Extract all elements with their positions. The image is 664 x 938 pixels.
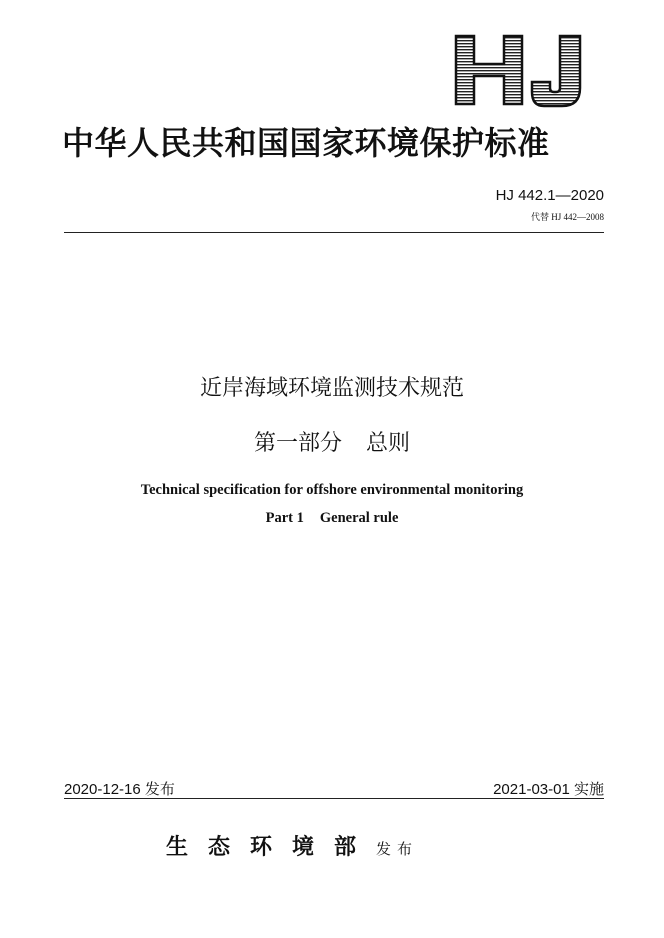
- english-title: Technical specification for offshore environmental monitoring: [140, 482, 524, 498]
- hj-logo: [452, 28, 590, 108]
- chinese-subtitle-name: 总则: [366, 431, 411, 456]
- standard-category-title: 中华人民共和国国家环境保护标准: [62, 124, 550, 162]
- issuer-suffix: 发布: [376, 840, 419, 858]
- bottom-divider: [64, 798, 604, 799]
- chinese-title: 近岸海域环境监测技术规范: [199, 376, 464, 401]
- issue-date: 2020-12-16 发布: [64, 781, 175, 798]
- english-subtitle-name: General rule: [319, 510, 399, 526]
- top-divider: [64, 232, 604, 233]
- english-subtitle-part: Part 1: [265, 510, 304, 526]
- chinese-subtitle: [0, 426, 664, 457]
- hj-logo-graphic: [452, 28, 590, 108]
- issuer-name: 生态环境部: [166, 834, 377, 860]
- replaces-note: 代替 HJ 442—2008: [530, 212, 604, 222]
- english-subtitle: [0, 510, 664, 527]
- issuer-line: [166, 830, 418, 861]
- standard-code: HJ 442.1—2020: [495, 187, 604, 204]
- chinese-subtitle-part: 第一部分: [253, 431, 342, 456]
- implementation-date: 2021-03-01 实施: [493, 781, 604, 798]
